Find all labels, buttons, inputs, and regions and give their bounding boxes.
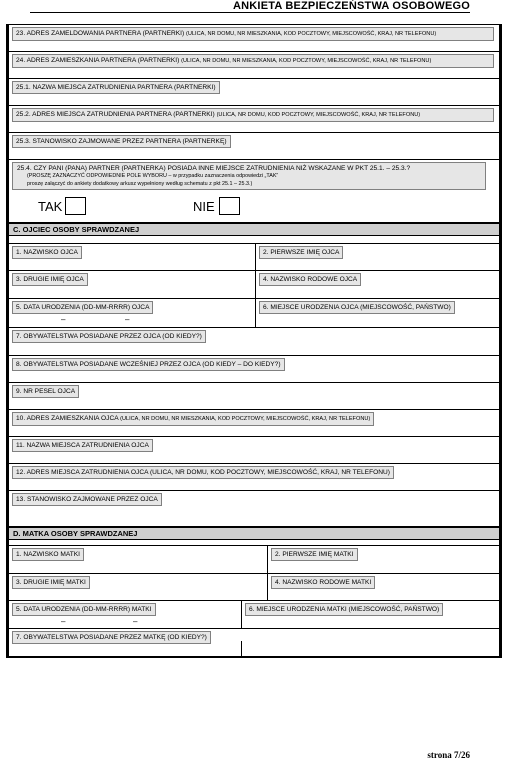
d-field-7-extra[interactable] [241, 641, 499, 656]
d-field-5[interactable] [9, 601, 241, 628]
label-q23-sub: (ULICA, NR DOMU, NR MIESZKANIA, KOD POCZTOWY, MIEJSCOWOŚĆ, KRAJ, NR TELEFONU) [186, 31, 437, 37]
section-d-header: D. MATKA OSOBY SPRAWDZANEJ [9, 526, 499, 540]
label-q25-3: 25.3. STANOWISKO ZAJMOWANE PRZEZ PARTNERA (PARTNERKĘ) [12, 135, 231, 148]
question-25-4-instruction: (PROSZĘ ZAZNACZYĆ ODPOWIEDNIE POLE WYBORU – w przypadku zaznaczenia odpowiedzi „TAK” [27, 173, 279, 179]
label-q25-2-main: 25.2. ADRES MIEJSCA ZATRUDNIENIA PARTNERA (PARTNERKI) [16, 111, 215, 118]
c-label-9: 9. NR PESEL OJCA [12, 385, 79, 398]
question-25-4-text: 25.4. CZY PANI (PANA) PARTNER (PARTNERKA) POSIADA INNE MIEJSCE ZATRUDNIENIA NIŻ WSKAZANE W PKT 25.1. – 25.3.? [17, 165, 411, 172]
d-field-2[interactable] [267, 546, 499, 573]
c-row-3-4 [9, 270, 499, 298]
c-date-dash-2: – [125, 315, 130, 324]
c-label-3: 3. DRUGIE IMIĘ OJCA [12, 273, 88, 286]
c-label-13: 13. STANOWISKO ZAJMOWANE PRZEZ OJCA [12, 493, 162, 506]
d-field-1[interactable] [9, 546, 267, 573]
label-q23 [12, 27, 494, 41]
tak-checkbox[interactable] [65, 197, 86, 215]
label-q24-main: 24. ADRES ZAMIESZKANIA PARTNERA (PARTNERKI) [16, 57, 180, 64]
c-date-dash-1: – [61, 315, 66, 324]
document-title: ANKIETA BEZPIECZEŃSTWA OSOBOWEGO [233, 0, 470, 12]
c-row-13[interactable] [9, 490, 499, 523]
d-field-3[interactable] [9, 574, 267, 600]
nie-label: NIE [193, 199, 215, 214]
d-label-2: 2. PIERWSZE IMIĘ MATKI [271, 548, 358, 561]
d-label-7: 7. OBYWATELSTWA POSIADANE PRZEZ MATKĘ (OD KIEDY?) [12, 631, 211, 644]
field-row-25-2[interactable] [9, 105, 499, 132]
c-label-8: 8. OBYWATELSTWA POSIADANE WCZEŚNIEJ PRZEZ OJCA (OD KIEDY – DO KIEDY?) [12, 358, 285, 371]
d-row-7 [9, 628, 499, 658]
page-number: strona 7/26 [427, 750, 470, 760]
label-q25-2-sub: (ULICA, NR DOMU, KOD POCZTOWY, MIEJSCOWOŚĆ, KRAJ, NR TELEFONU) [216, 112, 421, 118]
field-row-23 [9, 24, 499, 51]
d-label-3: 3. DRUGIE IMIĘ MATKI [12, 576, 90, 589]
label-q24 [12, 54, 494, 68]
tak-label: TAK [38, 199, 63, 214]
c-label-2: 2. PIERWSZE IMIĘ OJCA [259, 246, 343, 259]
c-field-4[interactable] [255, 271, 499, 298]
c-field-5[interactable] [9, 299, 255, 327]
section-c-header: C. OJCIEC OSOBY SPRAWDZANEJ [9, 222, 499, 236]
c-label-11: 11. NAZWA MIEJSCA ZATRUDNIENIA OJCA [12, 439, 153, 452]
c-label-1: 1. NAZWISKO OJCA [12, 246, 82, 259]
c-label-6: 6. MIEJSCE URODZENIA OJCA (MIEJSCOWOŚĆ, PAŃSTWO) [259, 301, 455, 314]
d-row-3-4 [9, 573, 499, 600]
c-row-8[interactable] [9, 355, 499, 382]
d-label-6: 6. MIEJSCE URODZENIA MATKI (MIEJSCOWOŚĆ, PAŃSTWO) [245, 603, 443, 616]
d-row-5-6 [9, 600, 499, 628]
d-date-dash-2: – [133, 617, 138, 626]
c-row-12[interactable] [9, 463, 499, 490]
field-row-24[interactable] [9, 51, 499, 78]
label-q23-main: 23. ADRES ZAMELDOWANIA PARTNERA (PARTNERKI) [16, 30, 185, 37]
c-label-10 [12, 412, 374, 426]
form-page [6, 24, 502, 658]
d-label-4: 4. NAZWISKO RODOWE MATKI [271, 576, 375, 589]
label-q25-1: 25.1. NAZWA MIEJSCA ZATRUDNIENIA PARTNERA (PARTNERKI) [12, 81, 220, 94]
c-label-10-main: 10. ADRES ZAMIESZKANIA OJCA [16, 415, 119, 422]
c-field-2[interactable] [255, 244, 499, 270]
c-label-5: 5. DATA URODZENIA (DD-MM-RRRR) OJCA [12, 301, 153, 314]
c-field-3[interactable] [9, 271, 255, 298]
question-25-4-box [12, 162, 486, 190]
header-rule [30, 12, 470, 13]
c-field-1[interactable] [9, 244, 255, 270]
c-row-11[interactable] [9, 436, 499, 463]
field-row-25-3[interactable] [9, 132, 499, 159]
c-label-4: 4. NAZWISKO RODOWE OJCA [259, 273, 361, 286]
c-row-1-2 [9, 243, 499, 270]
question-25-4-note: proszę załączyć do ankiety dodatkowy arkusz wypełniony według schematu z pkt 25.1 – 25.3.) [27, 180, 253, 187]
c-label-7: 7. OBYWATELSTWA POSIADANE PRZEZ OJCA (OD KIEDY?) [12, 330, 206, 343]
c-label-10-sub: (ULICA, NR DOMU, NR MIESZKANIA, KOD POCZTOWY, MIEJSCOWOŚĆ, KRAJ, NR TELEFONU) [120, 416, 371, 422]
field-row-25-1[interactable] [9, 78, 499, 105]
c-label-12: 12. ADRES MIEJSCA ZATRUDNIENIA OJCA (ULICA, NR DOMU, KOD POCZTOWY, MIEJSCOWOŚĆ, KRAJ, NR TELEFONU) [12, 466, 394, 479]
c-field-6[interactable] [255, 299, 499, 327]
d-label-1: 1. NAZWISKO MATKI [12, 548, 84, 561]
d-row-1-2 [9, 545, 499, 573]
d-field-4[interactable] [267, 574, 499, 600]
nie-checkbox[interactable] [219, 197, 240, 215]
d-label-5: 5. DATA URODZENIA (DD-MM-RRRR) MATKI [12, 603, 156, 616]
c-row-5-6 [9, 298, 499, 327]
d-date-dash-1: – [61, 617, 66, 626]
c-row-10[interactable] [9, 409, 499, 436]
d-field-7[interactable] [9, 629, 241, 656]
d-field-6[interactable] [241, 601, 499, 628]
c-row-7[interactable] [9, 327, 499, 355]
label-q24-sub: (ULICA, NR DOMU, NR MIESZKANIA, KOD POCZTOWY, MIEJSCOWOŚĆ, KRAJ, NR TELEFONU) [181, 58, 432, 64]
label-q25-2 [12, 108, 494, 122]
c-row-9[interactable] [9, 382, 499, 409]
